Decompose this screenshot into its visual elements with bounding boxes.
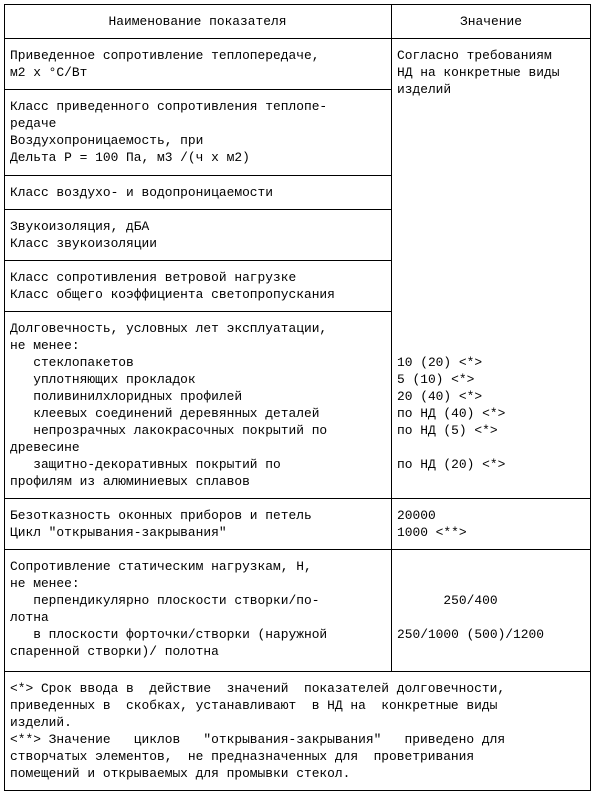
row-reliability-name: Безотказность оконных приборов и петель Цикл "открывания-закрывания" <box>10 508 312 540</box>
row-reliability-value: 20000 1000 <**> <box>397 508 467 540</box>
row-durability-name: Долговечность, условных лет эксплуатации, не менее: стеклопакетов уплотняющих прокладок поливинилхлоридных профилей клеевых соединений деревянных деталей непрозрачных лакокрасочных покрытий по древесине защитно-декоративных покрытий по профилям из алюминиевых сплавов <box>10 321 328 489</box>
row-thermal-resistance-value: Согласно требованиям НД на конкретные виды изделий <box>397 48 560 97</box>
row-wind-light-class-name: Класс сопротивления ветровой нагрузке Класс общего коэффициента светопропускания <box>10 270 335 302</box>
row-divider <box>4 175 392 176</box>
row-divider <box>4 89 392 90</box>
row-divider <box>4 498 591 499</box>
row-durability-value: 10 (20) <*> 5 (10) <*> 20 (40) <*> по НД (40) <*> по НД (5) <*> по НД (20) <*> <box>397 355 506 472</box>
header-value: Значение <box>460 14 522 29</box>
row-air-water-class-name: Класс воздухо- и водопроницаемости <box>10 185 274 200</box>
table-border-left <box>4 4 5 791</box>
row-divider <box>4 38 591 39</box>
row-thermal-class-name: Класс приведенного сопротивления теплопе- редаче Воздухопроницаемость, при Дельта P = 100 Па, м3 /(ч x м2) <box>10 99 328 165</box>
row-sound-insulation-name: Звукоизоляция, дБА Класс звукоизоляции <box>10 219 157 251</box>
column-divider <box>391 4 392 671</box>
row-divider <box>4 311 392 312</box>
row-divider <box>4 549 591 550</box>
table-border-right <box>590 4 591 791</box>
row-divider <box>4 209 392 210</box>
table-notes: <*> Срок ввода в действие значений показателей долговечности, приведенных в скобках, устанавливают в НД на конкретные виды изделий. <**> Значение циклов "открывания-закрывания" приведено для створчатых элементов, не предназначенных для проветривания помещений и открываемых для промывки стекол. <box>10 681 506 781</box>
table-border-bottom <box>4 790 591 791</box>
row-thermal-resistance-name: Приведенное сопротивление теплопередаче, м2 x °C/Вт <box>10 48 320 80</box>
row-static-load-name: Сопротивление статическим нагрузкам, Н, не менее: перпендикулярно плоскости створки/по- лотна в плоскости форточки/створки (наружной спаренной створки)/ полотна <box>10 559 328 659</box>
row-divider <box>4 671 591 672</box>
indicator-table <box>4 4 591 791</box>
table-border-top <box>4 4 591 5</box>
row-static-load-value: 250/400 250/1000 (500)/1200 <box>397 593 544 642</box>
row-divider <box>4 260 392 261</box>
header-indicator-name: Наименование показателя <box>108 14 287 29</box>
